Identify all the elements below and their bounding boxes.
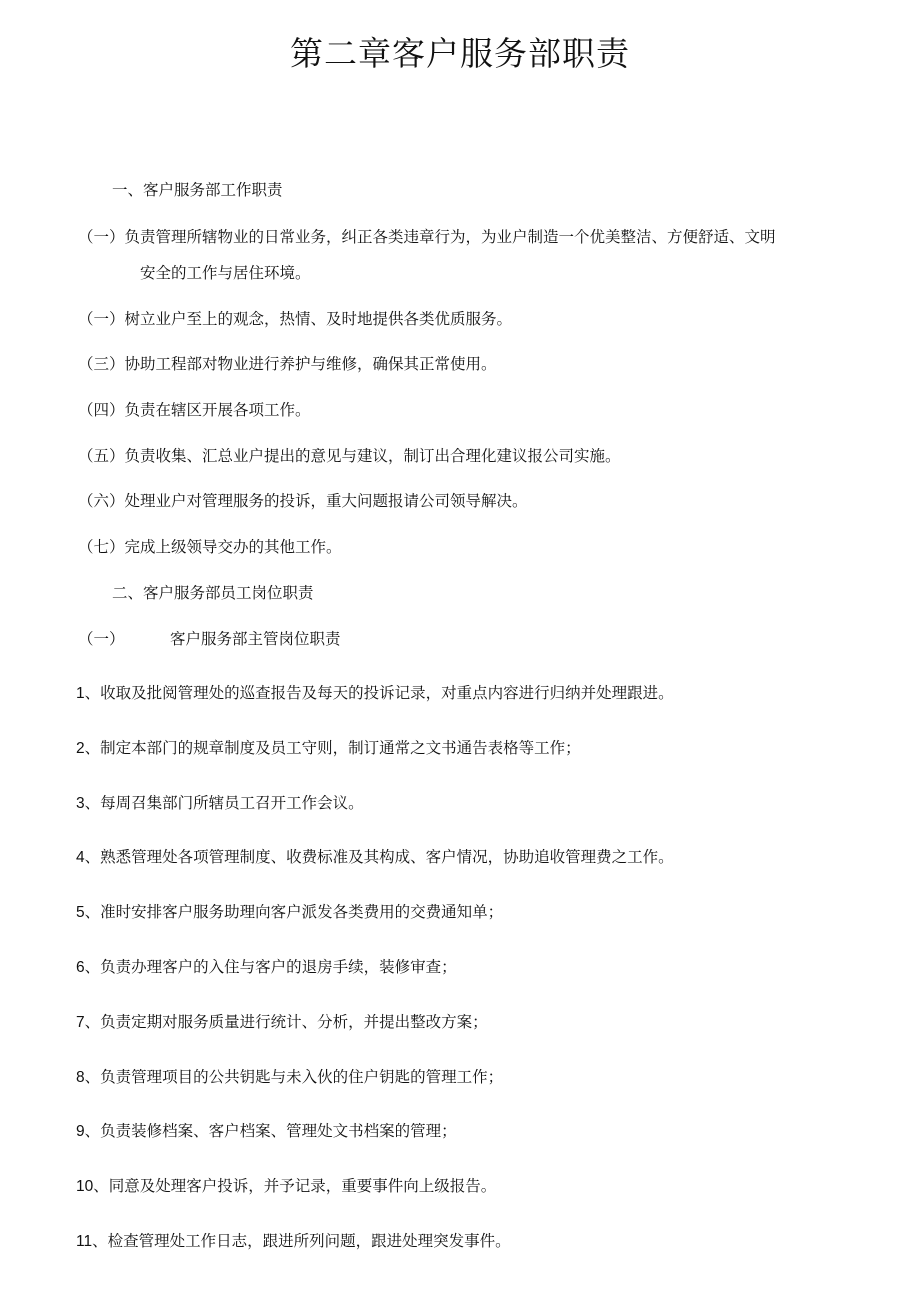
numbered-item: [76, 1011, 488, 1034]
item-label: （三）: [78, 355, 125, 373]
item-number: 4、: [76, 849, 101, 866]
section-heading: 一、客户服务部工作职责: [112, 181, 283, 199]
item-text: 处理业户对管理服务的投诉，重大问题报请公司领导解决。: [124, 492, 528, 510]
subsection-text: 客户服务部主管岗位职责: [170, 630, 341, 648]
item-text: 负责在辖区开展各项工作。: [124, 401, 311, 419]
item-label: （一）: [78, 310, 125, 328]
numbered-item: [76, 901, 503, 924]
item-label: （七）: [78, 538, 125, 556]
numbered-item: [76, 1066, 503, 1089]
item-text: 准时安排客户服务助理向客户派发各类费用的交费通知单；: [100, 903, 504, 921]
numbered-item: [76, 1175, 496, 1198]
list-item: [78, 399, 311, 421]
item-number: 11、: [76, 1233, 108, 1250]
page-title: 第二章客户服务部职责: [290, 34, 630, 73]
item-label: （五）: [78, 447, 125, 465]
numbered-item: [76, 956, 457, 979]
item-text: 负责办理客户的入住与客户的退房手续，装修审查；: [100, 958, 457, 976]
item-number: 2、: [76, 740, 101, 757]
subsection-label: （一）: [78, 630, 125, 648]
item-number: 1、: [76, 685, 101, 702]
item-text: 每周召集部门所辖员工召开工作会议。: [100, 794, 364, 812]
list-item-continuation: 安全的工作与居住环境。: [140, 264, 311, 282]
item-text: 负责装修档案、客户档案、管理处文书档案的管理；: [100, 1122, 457, 1140]
item-number: 6、: [76, 959, 101, 976]
item-number: 10、: [76, 1178, 109, 1195]
item-text: 树立业户至上的观念，热情、及时地提供各类优质服务。: [124, 310, 513, 328]
item-number: 8、: [76, 1069, 101, 1086]
list-item: [78, 308, 512, 330]
item-text: 制定本部门的规章制度及员工守则，制订通常之文书通告表格等工作；: [100, 739, 581, 757]
numbered-item: [76, 737, 581, 760]
item-label: （四）: [78, 401, 125, 419]
item-text: 负责定期对服务质量进行统计、分析，并提出整改方案；: [100, 1013, 488, 1031]
numbered-item: [76, 1230, 511, 1253]
subsection-heading: [78, 628, 341, 650]
list-item: [78, 445, 621, 467]
item-text: 收取及批阅管理处的巡查报告及每天的投诉记录，对重点内容进行归纳并处理跟进。: [100, 684, 674, 702]
item-text: 检查管理处工作日志，跟进所列问题，跟进处理突发事件。: [107, 1232, 511, 1250]
numbered-item: [76, 682, 674, 705]
item-label: （一）: [78, 228, 125, 246]
item-text: 完成上级领导交办的其他工作。: [124, 538, 342, 556]
list-item: [78, 226, 776, 248]
item-text: 负责管理项目的公共钥匙与未入伙的住户钥匙的管理工作；: [100, 1068, 504, 1086]
item-text: 同意及处理客户投诉，并予记录，重要事件向上级报告。: [108, 1177, 497, 1195]
numbered-item: [76, 846, 674, 869]
item-text: 负责管理所辖物业的日常业务，纠正各类违章行为，为业户制造一个优美整洁、方便舒适、文明: [124, 228, 776, 246]
list-item: [78, 536, 342, 558]
item-number: 9、: [76, 1123, 101, 1140]
section-heading: 二、客户服务部员工岗位职责: [112, 584, 314, 602]
item-number: 3、: [76, 795, 101, 812]
item-text: 协助工程部对物业进行养护与维修，确保其正常使用。: [124, 355, 497, 373]
numbered-item: [76, 1120, 457, 1143]
item-number: 5、: [76, 904, 101, 921]
list-item: [78, 353, 497, 375]
item-text: 负责收集、汇总业户提出的意见与建议，制订出合理化建议报公司实施。: [124, 447, 621, 465]
numbered-item: [76, 792, 364, 815]
item-number: 7、: [76, 1014, 101, 1031]
list-item: [78, 490, 528, 512]
item-text: 熟悉管理处各项管理制度、收费标准及其构成、客户情况，协助追收管理费之工作。: [100, 848, 674, 866]
item-label: （六）: [78, 492, 125, 510]
